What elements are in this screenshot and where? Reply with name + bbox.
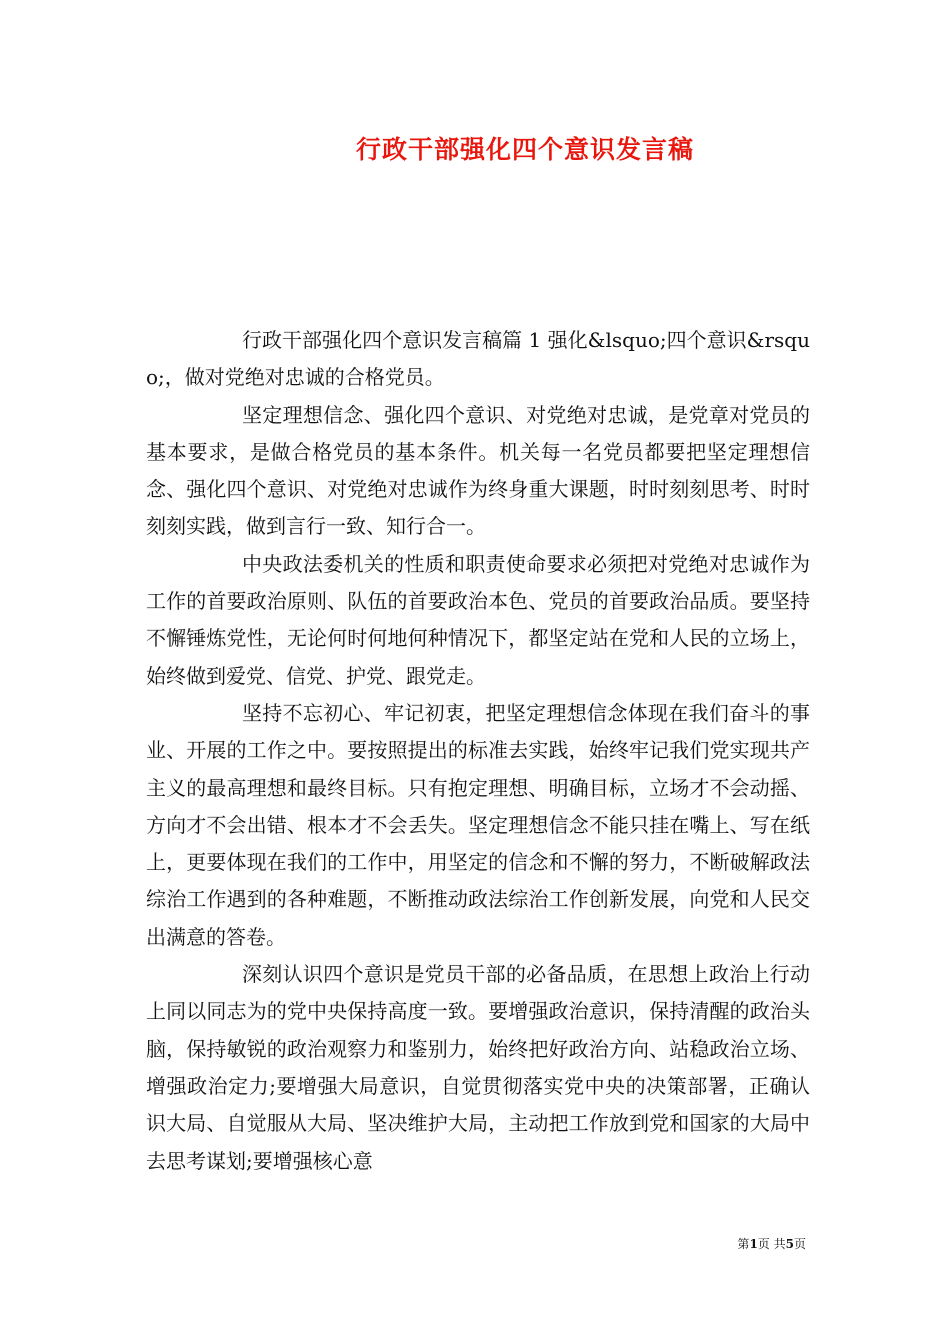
footer-current-page: 1 <box>749 1237 758 1251</box>
paragraph-1: 行政干部强化四个意识发言稿篇 1 强化&lsquo;四个意识&rsquo;，做对党绝对忠诚的合格党员。 <box>146 328 810 390</box>
footer-total-pages: 5 <box>785 1237 794 1251</box>
document-title: 行政干部强化四个意识发言稿 <box>355 135 694 164</box>
paragraph-3: 中央政法委机关的性质和职责使命要求必须把对党绝对忠诚作为工作的首要政治原则、队伍的首要政治本色、党员的首要政治品质。要坚持不懈锤炼党性，无论何时何地何种情况下，都坚定站在党和人民的立场上，始终做到爱党、信党、护党、跟党走。 <box>146 551 810 688</box>
paragraph-5: 深刻认识四个意识是党员干部的必备品质，在思想上政治上行动上同以同志为的党中央保持高度一致。要增强政治意识，保持清醒的政治头脑，保持敏锐的政治观察力和鉴别力，始终把好政治方向、站稳政治立场、增强政治定力;要增强大局意识，自觉贯彻落实党中央的决策部署，正确认识大局、自觉服从大局、坚决维护大局，主动把工作放到党和国家的大局中去思考谋划;要增强核心意 <box>146 962 810 1173</box>
paragraph-4: 坚持不忘初心、牢记初衷，把坚定理想信念体现在我们奋斗的事业、开展的工作之中。要按照提出的标准去实践，始终牢记我们党实现共产主义的最高理想和最终目标。只有抱定理想、明确目标，立场才不会动摇、方向才不会出错、根本才不会丢失。坚定理想信念不能只挂在嘴上、写在纸上，更要体现在我们的工作中，用坚定的信念和不懈的努力，不断破解政法综治工作遇到的各种难题，不断推动政法综治工作创新发展，向党和人民交出满意的答卷。 <box>146 700 810 949</box>
footer-middle: 页 共 <box>757 1237 786 1251</box>
page-footer <box>0 1235 806 1252</box>
footer-suffix: 页 <box>793 1237 806 1251</box>
paragraph-2: 坚定理想信念、强化四个意识、对党绝对忠诚，是党章对党员的基本要求，是做合格党员的基本条件。机关每一名党员都要把坚定理想信念、强化四个意识、对党绝对忠诚作为终身重大课题，时时刻刻思考、时时刻刻实践，做到言行一致、知行合一。 <box>146 402 810 539</box>
document-body <box>146 322 810 1180</box>
footer-prefix: 第 <box>737 1237 750 1251</box>
